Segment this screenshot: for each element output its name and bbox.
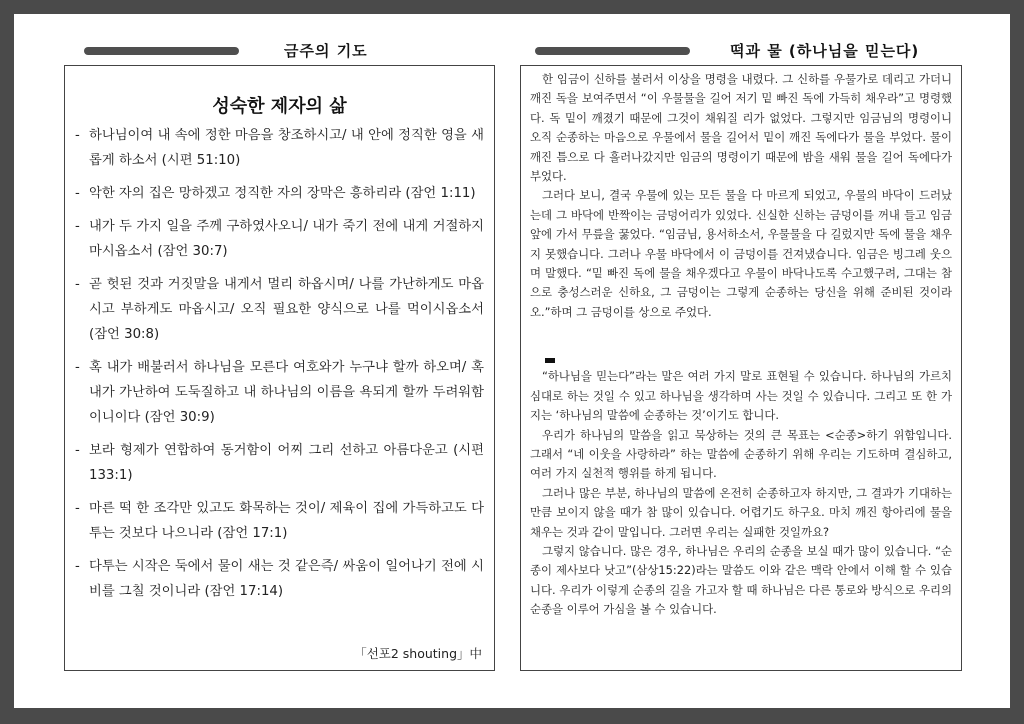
square-bullet-icon [545,358,555,363]
dash-bullet: - [75,219,80,234]
story-paragraph: 한 임금이 신하를 불러서 이상을 명령을 내렸다. 그 신하를 우물가로 데리고 가더니 깨진 독을 보여주면서 “이 우물물을 길어 저기 밑 빠진 독에 가득히 채우라”고 명령했다. 독 밑이 깨졌기 때문에 그것이 채워질 리가 없었다. 그렇지만 임금님의 명령이니 오직 순종하는 마음으로 우물에서 물을 길어서 밑이 깨진 독에다가 물을 부었다. 물이 깨진 틈으로 다 흘러나갔지만 임금의 명령이기 때문에 밤을 새워 물을 길어 독에다가 부었다. [530,72,952,184]
story-text [530,70,952,620]
verse-list [75,123,484,612]
verse-item [75,214,484,264]
verse-item [75,272,484,347]
section-marker-line [530,348,952,367]
verse-item [75,123,484,173]
lesson-paragraph: 우리가 하나님의 말씀을 읽고 묵상하는 것의 큰 목표는 <순종>하기 위함입니다. 그래서 “네 이웃을 사랑하라” 하는 말씀에 순종하기 위해 우리는 기도하며 결심하고, 여러 가지 실천적 행위를 하게 됩니다. [530,427,952,481]
verse-text: 혹 내가 배불러서 하나님을 모른다 여호와가 누구냐 할까 하오며/ 혹 내가 가난하여 도둑질하고 내 하나님의 이름을 욕되게 할까 두려워함이니이다 (잠언 30:9) [89,360,484,425]
prayer-box [64,65,495,671]
verse-text: 보라 형제가 연합하여 동거함이 어찌 그리 선하고 아름다운고 (시편 133:1) [89,443,484,483]
right-header-title: 떡과 물 (하나님을 믿는다) [730,42,920,60]
verse-item [75,438,484,488]
prayer-title: 성숙한 제자의 삶 [212,96,347,117]
verse-text: 곧 헛된 것과 거짓말을 내게서 멀리 하옵시며/ 나를 가난하게도 마옵시고 부하게도 마옵시고/ 오직 필요한 양식으로 나를 먹이시옵소서 (잠언 30:8) [89,277,484,342]
paragraph-gap [530,322,952,348]
dash-bullet: - [75,360,80,375]
dash-bullet: - [75,186,80,201]
verse-text: 내가 두 가지 일을 주께 구하였사오니/ 내가 죽기 전에 내게 거절하지 마시옵소서 (잠언 30:7) [89,219,484,259]
left-header-bar [84,47,239,55]
bulletin-page [14,14,1010,708]
verse-item [75,355,484,430]
verse-item [75,181,484,206]
story-box [520,65,962,671]
verse-item [75,554,484,604]
lesson-paragraph: “하나님을 믿는다”라는 말은 여러 가지 말로 표현될 수 있습니다. 하나님의 가르치심대로 하는 것일 수 있고 하나님을 생각하며 사는 것일 수 있습니다. 그리고 또 한 가지는 ‘하나님의 말씀에 순종하는 것’이기도 합니다. [530,369,952,423]
right-header-bar [535,47,690,55]
verse-text: 악한 자의 집은 망하겠고 정직한 자의 장막은 흥하리라 (잠언 1:11) [89,186,476,201]
dash-bullet: - [75,559,80,574]
lesson-paragraph: 그렇지 않습니다. 많은 경우, 하나님은 우리의 순종을 보실 때가 많이 있습니다. “순종이 제사보다 낫고”(삼상15:22)라는 말씀도 이와 같은 맥락 안에서 이해 할 수 있습니다. 우리가 이렇게 순종의 길을 가고자 할 때 하나님은 다른 통로와 방식으로 우리의 순종을 이루어 가심을 볼 수 있습니다. [530,543,952,617]
verse-text: 다투는 시작은 둑에서 물이 새는 것 같은즉/ 싸움이 일어나기 전에 시비를 그칠 것이니라 (잠언 17:14) [89,559,484,599]
verse-text: 마른 떡 한 조각만 있고도 화목하는 것이/ 제육이 집에 가득하고도 다투는 것보다 나으니라 (잠언 17:1) [89,501,484,541]
dash-bullet: - [75,443,80,458]
dash-bullet: - [75,128,80,143]
verse-text: 하나님이여 내 속에 정한 마음을 창조하시고/ 내 안에 정직한 영을 새롭게 하소서 (시편 51:10) [89,128,484,168]
dash-bullet: - [75,501,80,516]
story-paragraph: 그러다 보니, 결국 우물에 있는 모든 물을 다 마르게 되었고, 우물의 바닥이 드러났는데 그 바닥에 반짝이는 금덩어리가 있었다. 신실한 신하는 금덩이를 꺼내 들고 임금 앞에 가서 무릎을 꿇었다. “임금님, 용서하소서, 우물물을 다 길렀지만 독에 물을 채우지 못했습니다. 그러나 우물 바닥에서 이 금덩이를 건져냈습니다. 임금은 빙그레 웃으며 말했다. “밑 빠진 독에 물을 채우겠다고 우물이 바닥나도록 수고했구려, 그대는 참으로 충성스러운 신하요, 그 금덩이는 그렇게 순종하는 당신을 위해 준비된 것이라오.”하며 그 금덩이를 상으로 주었다. [530,188,952,319]
dash-bullet: - [75,277,80,292]
source-citation: 「선포2 shouting」中 [354,646,482,661]
verse-item [75,496,484,546]
lesson-paragraph: 그러나 많은 부분, 하나님의 말씀에 온전히 순종하고자 하지만, 그 결과가 기대하는 만큼 보이지 않을 때가 참 많이 있습니다. 어렵기도 하구요. 마치 깨진 항아리에 물을 채우는 것과 같이 말입니다. 그러면 우리는 실패한 것일까요? [530,485,952,539]
left-header-title: 금주의 기도 [284,42,368,60]
